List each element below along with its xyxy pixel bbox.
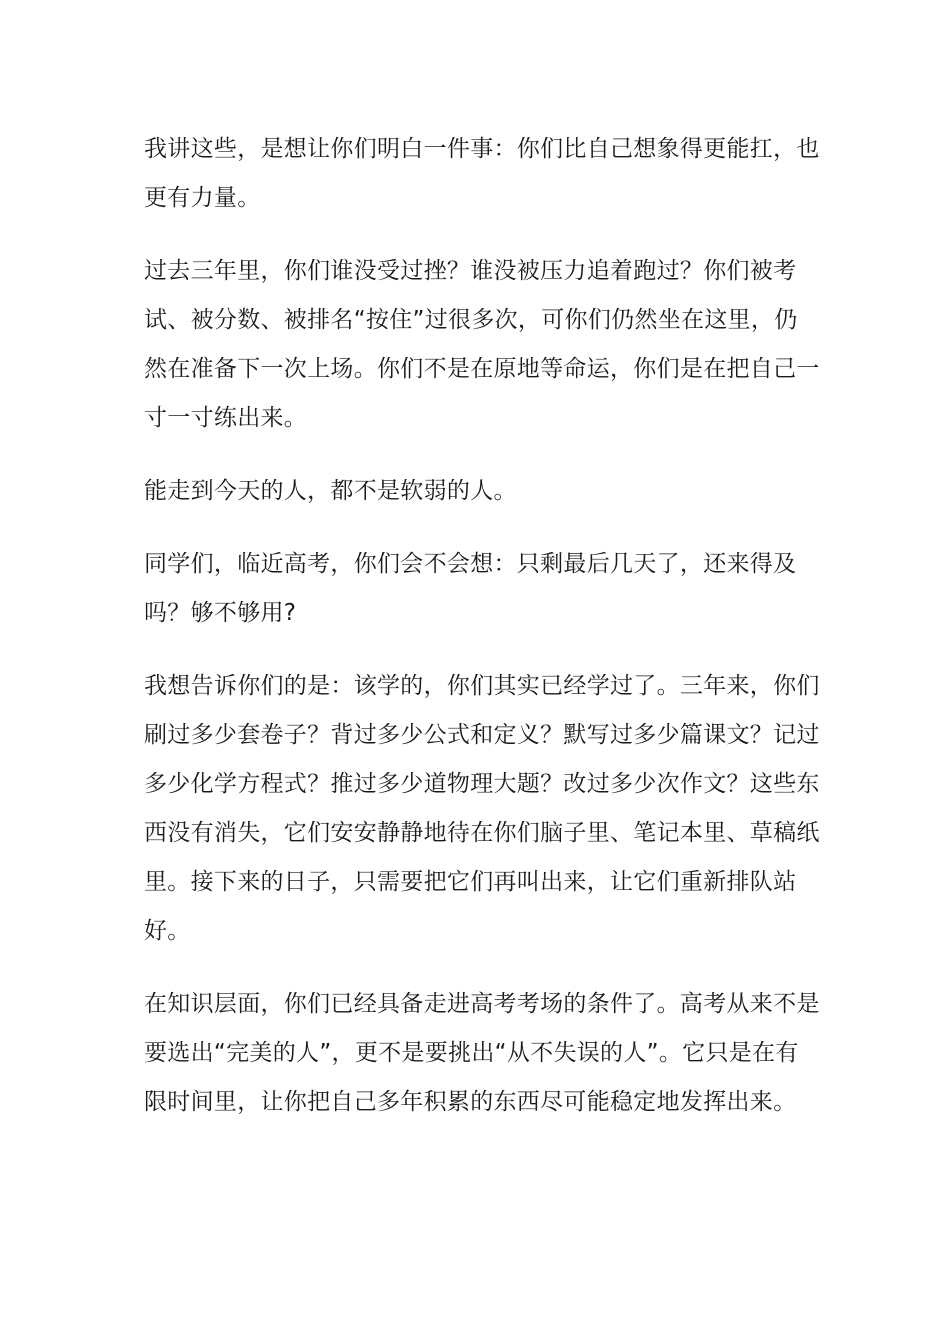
document-body: [144, 125, 820, 1151]
paragraph-4: 同学们，临近高考，你们会不会想：只剩最后几天了，还来得及吗？够不够用?: [144, 551, 797, 626]
paragraph-6: 在知识层面，你们已经具备走进高考考场的条件了。高考从来不是要选出“完美的人”，更不是要挑出“从不失误的人”。它只是在有限时间里，让你把自己多年积累的东西尽可能稳定地发挥出来。: [144, 991, 820, 1115]
paragraph-2: 过去三年里，你们谁没受过挫？谁没被压力追着跑过？你们被考试、被分数、被排名“按住”过很多次，可你们仍然坐在这里，仍然在准备下一次上场。你们不是在原地等命运，你们是在把自己一寸一寸练出来。: [144, 258, 820, 431]
paragraph-3: 能走到今天的人，都不是软弱的人。: [144, 478, 517, 504]
paragraph-1: 我讲这些，是想让你们明白一件事：你们比自己想象得更能扛，也更有力量。: [144, 136, 820, 211]
paragraph-5: 我想告诉你们的是：该学的，你们其实已经学过了。三年来，你们刷过多少套卷子？背过多少公式和定义？默写过多少篇课文？记过多少化学方程式？推过多少道物理大题？改过多少次作文？这些东西没有消失，它们安安静静地待在你们脑子里、笔记本里、草稿纸里。接下来的日子，只需要把它们再叫出来，让它们重新排队站好。: [144, 673, 820, 944]
